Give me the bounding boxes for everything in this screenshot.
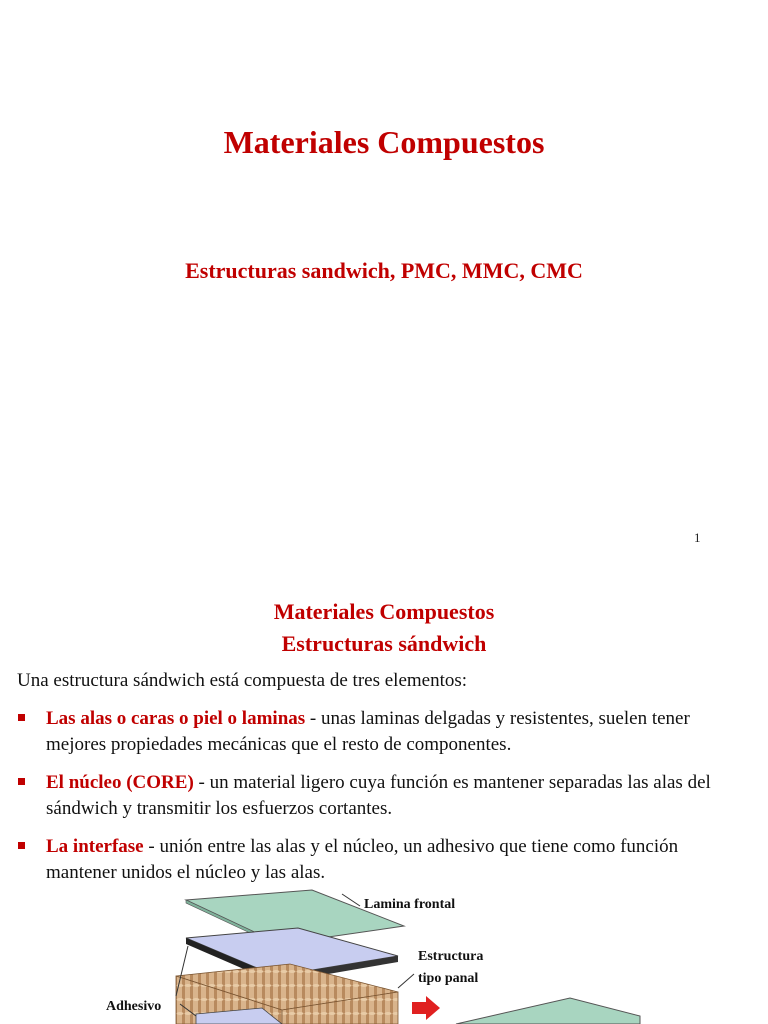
slide-2 — [0, 562, 768, 1024]
sandwich-diagram-svg — [0, 886, 768, 1024]
page-number: 1 — [694, 530, 701, 545]
bullet-item-core — [17, 770, 737, 822]
bullet-term: El núcleo (CORE) — [46, 772, 194, 793]
leader-line-core — [398, 974, 414, 988]
assembled-panel — [456, 998, 640, 1024]
sandwich-diagram — [0, 886, 768, 1024]
slide-2-title-line1: Materiales Compuestos — [273, 599, 495, 624]
bullet-text: - unión entre las alas y el núcleo, un adhesivo que tiene como función mantener unidos el núcleo y las alas. — [46, 836, 679, 883]
label-adhesive: Adhesivo — [106, 999, 162, 1014]
bullet-list — [17, 706, 737, 898]
slide-2-title — [0, 596, 768, 660]
bullet-square-icon — [18, 714, 25, 721]
bullet-item-faces — [17, 706, 737, 758]
slide-title: Materiales Compuestos — [223, 124, 545, 160]
red-arrow-icon — [412, 996, 440, 1020]
bullet-square-icon — [18, 778, 25, 785]
bullet-text: - un material ligero cuya función es mantener separadas las alas del sándwich y transmitir los esfuerzos cortantes. — [46, 772, 711, 819]
bullet-term: La interfase — [46, 836, 144, 857]
bullet-square-icon — [18, 842, 25, 849]
bullet-text: - unas laminas delgadas y resistentes, suelen tener mejores propiedades mecánicas que el resto de componentes. — [46, 708, 690, 755]
slide-subtitle: Estructuras sandwich, PMC, MMC, CMC — [185, 258, 583, 283]
slide-2-title-line2: Estructuras sándwich — [281, 631, 487, 656]
label-core-line1: Estructura — [418, 949, 484, 964]
bullet-term: Las alas o caras o piel o laminas — [46, 708, 306, 729]
label-core-line2: tipo panal — [418, 971, 479, 986]
intro-text: Una estructura sándwich está compuesta de tres elementos: — [17, 670, 468, 691]
bullet-item-interface — [17, 834, 737, 886]
label-front-sheet: Lamina frontal — [364, 897, 456, 912]
